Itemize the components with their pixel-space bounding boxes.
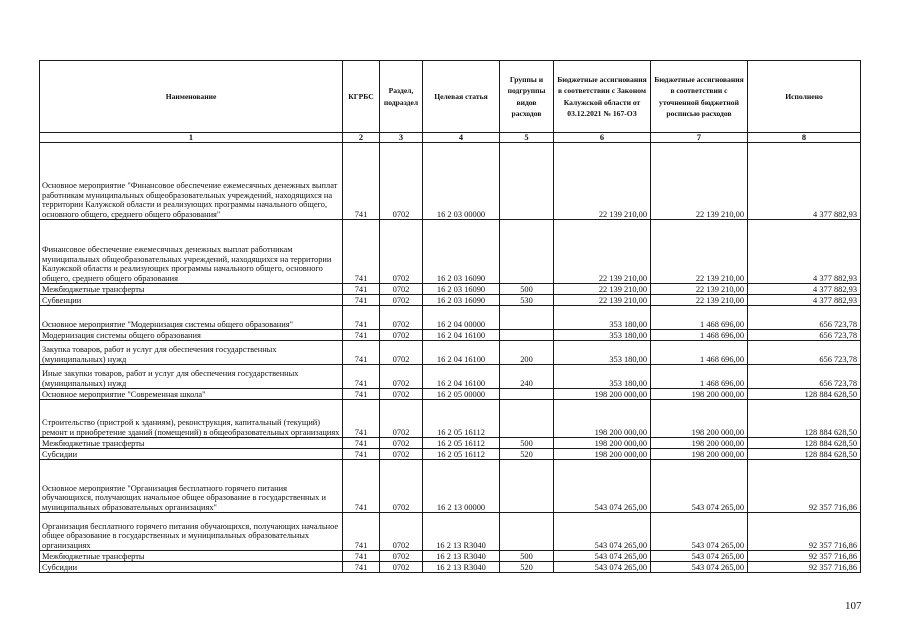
table-row (40, 449, 861, 460)
header-section: Раздел, подраздел (380, 61, 423, 133)
row-group (500, 143, 554, 220)
row-group (500, 400, 554, 438)
row-law: 543 074 265,00 (554, 460, 651, 513)
column-number: 8 (748, 133, 861, 143)
column-number: 4 (423, 133, 500, 143)
row-law: 22 139 210,00 (554, 284, 651, 295)
row-refined: 198 200 000,00 (651, 400, 748, 438)
row-kgrbs: 741 (343, 143, 380, 220)
row-section: 0702 (380, 295, 423, 306)
column-number: 7 (651, 133, 748, 143)
row-name: Основное мероприятие "Современная школа" (40, 389, 343, 400)
row-target: 16 2 03 16090 (423, 284, 500, 295)
row-section: 0702 (380, 365, 423, 389)
header-executed: Исполнено (748, 61, 861, 133)
row-law: 198 200 000,00 (554, 389, 651, 400)
row-executed: 92 357 716,86 (748, 562, 861, 573)
row-kgrbs: 741 (343, 220, 380, 284)
row-law: 353 180,00 (554, 341, 651, 365)
table-row (40, 551, 861, 562)
table-row (40, 341, 861, 365)
row-group: 500 (500, 551, 554, 562)
column-number: 2 (343, 133, 380, 143)
row-group: 520 (500, 449, 554, 460)
row-executed: 92 357 716,86 (748, 460, 861, 513)
row-section: 0702 (380, 389, 423, 400)
row-name: Межбюджетные трансферты (40, 284, 343, 295)
row-executed: 4 377 882,93 (748, 143, 861, 220)
row-group (500, 220, 554, 284)
row-executed: 4 377 882,93 (748, 295, 861, 306)
row-section: 0702 (380, 449, 423, 460)
table-row (40, 143, 861, 220)
row-group: 520 (500, 562, 554, 573)
row-law: 353 180,00 (554, 306, 651, 330)
row-refined: 22 139 210,00 (651, 220, 748, 284)
row-group (500, 330, 554, 341)
column-number-row (40, 133, 861, 143)
row-name: Модернизация системы общего образования (40, 330, 343, 341)
table-row (40, 284, 861, 295)
row-kgrbs: 741 (343, 551, 380, 562)
row-name: Межбюджетные трансферты (40, 551, 343, 562)
header-budget-law: Бюджетные ассигнования в соответствии с Законом Калужской области от 03.12.2021 № 167-ОЗ (554, 61, 651, 133)
row-kgrbs: 741 (343, 562, 380, 573)
table-row (40, 460, 861, 513)
row-kgrbs: 741 (343, 460, 380, 513)
row-refined: 1 468 696,00 (651, 330, 748, 341)
row-kgrbs: 741 (343, 295, 380, 306)
table-row (40, 400, 861, 438)
table-row (40, 365, 861, 389)
row-executed: 92 357 716,86 (748, 513, 861, 551)
row-target: 16 2 04 16100 (423, 341, 500, 365)
row-name: Организация бесплатного горячего питания обучающихся, получающих начальное общее образование в государственных и муниципальных образовательных организациях (40, 513, 343, 551)
row-group: 500 (500, 284, 554, 295)
column-number: 6 (554, 133, 651, 143)
row-executed: 4 377 882,93 (748, 220, 861, 284)
table-row (40, 220, 861, 284)
row-law: 198 200 000,00 (554, 400, 651, 438)
row-target: 16 2 13 R3040 (423, 513, 500, 551)
row-executed: 128 884 628,50 (748, 438, 861, 449)
row-executed: 128 884 628,50 (748, 400, 861, 438)
row-target: 16 2 05 16112 (423, 449, 500, 460)
row-law: 22 139 210,00 (554, 295, 651, 306)
row-refined: 198 200 000,00 (651, 449, 748, 460)
row-refined: 198 200 000,00 (651, 438, 748, 449)
row-target: 16 2 04 00000 (423, 306, 500, 330)
row-law: 543 074 265,00 (554, 562, 651, 573)
row-refined: 543 074 265,00 (651, 551, 748, 562)
row-section: 0702 (380, 306, 423, 330)
row-law: 22 139 210,00 (554, 220, 651, 284)
row-law: 198 200 000,00 (554, 449, 651, 460)
row-refined: 22 139 210,00 (651, 295, 748, 306)
row-executed: 4 377 882,93 (748, 284, 861, 295)
row-name: Иные закупки товаров, работ и услуг для обеспечения государственных (муниципальных) нужд (40, 365, 343, 389)
row-section: 0702 (380, 438, 423, 449)
table-row (40, 438, 861, 449)
row-target: 16 2 05 16112 (423, 400, 500, 438)
row-group: 200 (500, 341, 554, 365)
row-section: 0702 (380, 341, 423, 365)
row-kgrbs: 741 (343, 389, 380, 400)
row-executed: 128 884 628,50 (748, 389, 861, 400)
table-row (40, 513, 861, 551)
row-kgrbs: 741 (343, 438, 380, 449)
budget-execution-table (39, 60, 861, 573)
table-row (40, 295, 861, 306)
row-law: 353 180,00 (554, 330, 651, 341)
row-target: 16 2 13 00000 (423, 460, 500, 513)
row-name: Финансовое обеспечение ежемесячных денежных выплат работникам муниципальных общеобразовательных учреждений, находящихся на территории Калужской области и реализующих программы начального общего, основного общего, среднего общего образования (40, 220, 343, 284)
row-name: Межбюджетные трансферты (40, 438, 343, 449)
row-group (500, 513, 554, 551)
row-section: 0702 (380, 513, 423, 551)
row-name: Строительство (пристрой к зданиям), реконструкция, капитальный (текущий) ремонт и приобретение зданий (помещений) в общеобразовательных организациях (40, 400, 343, 438)
row-name: Основное мероприятие "Финансовое обеспечение ежемесячных денежных выплат работникам муниципальных общеобразовательных учреждений, находящихся на территории Калужской области и реализующих программы начального общего, основного общего, среднего общего образования" (40, 143, 343, 220)
column-number: 5 (500, 133, 554, 143)
header-groups: Группы и подгруппы видов расходов (500, 61, 554, 133)
row-refined: 22 139 210,00 (651, 143, 748, 220)
row-executed: 656 723,78 (748, 365, 861, 389)
row-executed: 92 357 716,86 (748, 551, 861, 562)
row-group: 530 (500, 295, 554, 306)
row-executed: 128 884 628,50 (748, 449, 861, 460)
row-section: 0702 (380, 284, 423, 295)
row-kgrbs: 741 (343, 306, 380, 330)
row-target: 16 2 03 00000 (423, 143, 500, 220)
row-name: Закупка товаров, работ и услуг для обеспечения государственных (муниципальных) нужд (40, 341, 343, 365)
row-kgrbs: 741 (343, 341, 380, 365)
table-row (40, 330, 861, 341)
row-kgrbs: 741 (343, 400, 380, 438)
row-executed: 656 723,78 (748, 341, 861, 365)
column-number: 1 (40, 133, 343, 143)
header-name: Наименование (40, 61, 343, 133)
table-row (40, 389, 861, 400)
table-row (40, 306, 861, 330)
row-target: 16 2 04 16100 (423, 330, 500, 341)
row-kgrbs: 741 (343, 513, 380, 551)
row-group: 500 (500, 438, 554, 449)
header-target: Целевая статья (423, 61, 500, 133)
row-refined: 198 200 000,00 (651, 389, 748, 400)
row-section: 0702 (380, 562, 423, 573)
row-group: 240 (500, 365, 554, 389)
row-section: 0702 (380, 400, 423, 438)
row-name: Субсидии (40, 449, 343, 460)
row-kgrbs: 741 (343, 365, 380, 389)
table-body (40, 143, 861, 573)
row-name: Основное мероприятие "Организация бесплатного горячего питания обучающихся, получающих начальное общее образование в государственных и муниципальных образовательных организациях" (40, 460, 343, 513)
page-number: 107 (845, 600, 862, 612)
row-refined: 1 468 696,00 (651, 306, 748, 330)
row-law: 543 074 265,00 (554, 513, 651, 551)
row-target: 16 2 05 16112 (423, 438, 500, 449)
row-section: 0702 (380, 220, 423, 284)
row-name: Субсидии (40, 562, 343, 573)
row-law: 198 200 000,00 (554, 438, 651, 449)
header-kgrbs: КГРБС (343, 61, 380, 133)
row-refined: 22 139 210,00 (651, 284, 748, 295)
row-refined: 543 074 265,00 (651, 460, 748, 513)
row-law: 353 180,00 (554, 365, 651, 389)
row-target: 16 2 13 R3040 (423, 551, 500, 562)
row-name: Субвенции (40, 295, 343, 306)
row-target: 16 2 03 16090 (423, 295, 500, 306)
row-name: Основное мероприятие "Модернизация системы общего образования" (40, 306, 343, 330)
row-law: 543 074 265,00 (554, 551, 651, 562)
row-kgrbs: 741 (343, 449, 380, 460)
header-row (40, 61, 861, 133)
row-kgrbs: 741 (343, 330, 380, 341)
row-section: 0702 (380, 460, 423, 513)
row-refined: 543 074 265,00 (651, 513, 748, 551)
header-budget-refined: Бюджетные ассигнования в соответствии с уточненной бюджетной росписью расходов (651, 61, 748, 133)
row-executed: 656 723,78 (748, 306, 861, 330)
row-group (500, 306, 554, 330)
row-section: 0702 (380, 143, 423, 220)
column-number: 3 (380, 133, 423, 143)
row-law: 22 139 210,00 (554, 143, 651, 220)
row-section: 0702 (380, 551, 423, 562)
row-refined: 1 468 696,00 (651, 365, 748, 389)
row-executed: 656 723,78 (748, 330, 861, 341)
row-refined: 543 074 265,00 (651, 562, 748, 573)
row-group (500, 460, 554, 513)
row-refined: 1 468 696,00 (651, 341, 748, 365)
row-target: 16 2 05 00000 (423, 389, 500, 400)
row-section: 0702 (380, 330, 423, 341)
table-row (40, 562, 861, 573)
row-group (500, 389, 554, 400)
row-target: 16 2 04 16100 (423, 365, 500, 389)
row-target: 16 2 13 R3040 (423, 562, 500, 573)
row-kgrbs: 741 (343, 284, 380, 295)
row-target: 16 2 03 16090 (423, 220, 500, 284)
